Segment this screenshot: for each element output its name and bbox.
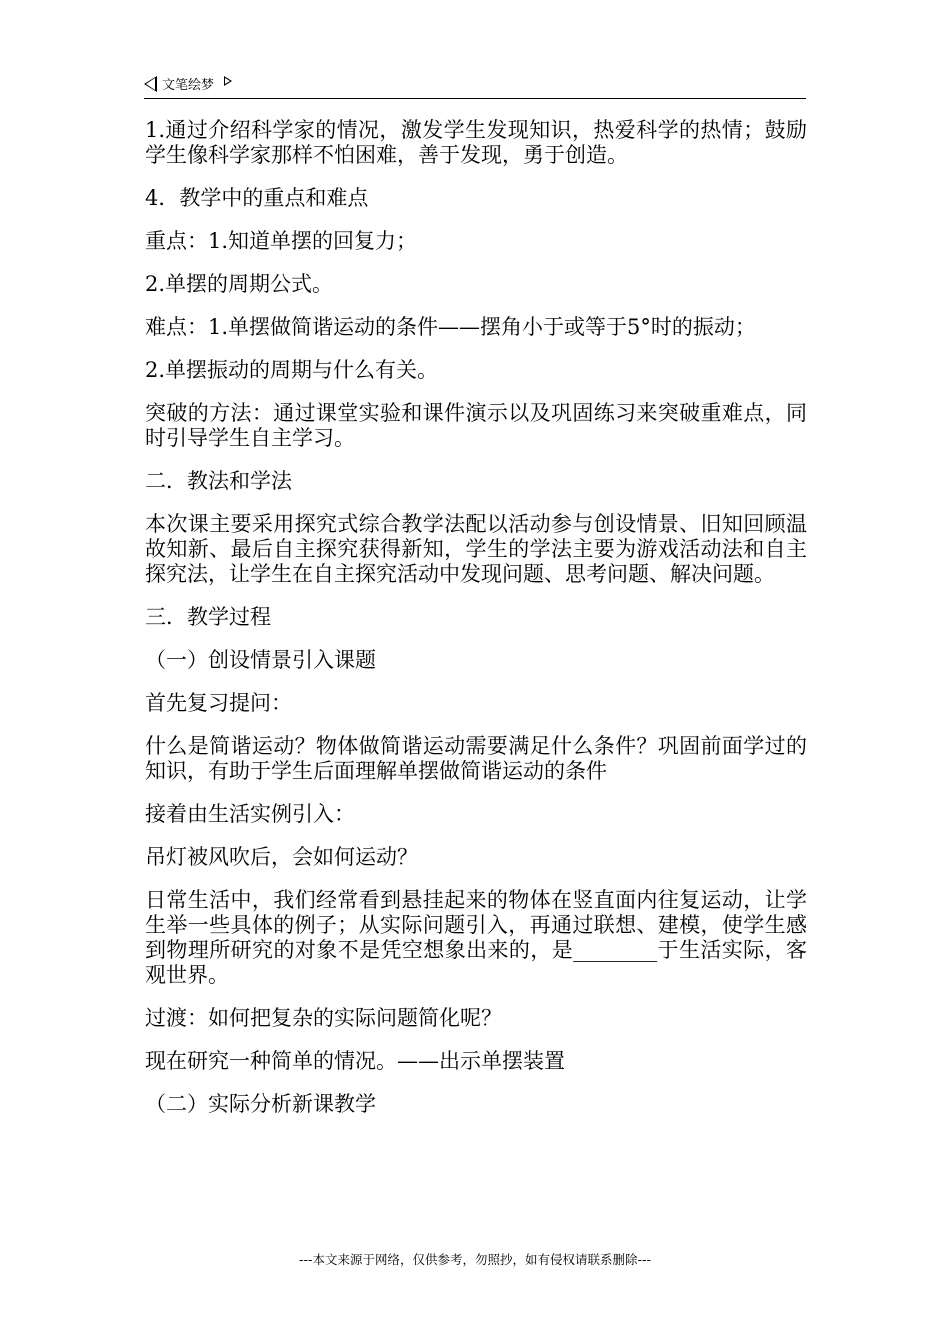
section-heading: 二．教法和学法: [145, 469, 292, 493]
paragraph: 吊灯被风吹后，会如何运动？: [145, 845, 418, 869]
subsection-heading: （二）实际分析新课教学: [145, 1092, 376, 1116]
paragraph: 过渡：如何把复杂的实际问题简化呢？: [145, 1006, 502, 1030]
page-header: [144, 72, 806, 99]
document-body: [145, 118, 807, 1135]
paragraph: 重点：1.知道单摆的回复力；: [145, 229, 418, 253]
left-triangle-icon: [144, 76, 157, 92]
paragraph: 1.通过介绍科学家的情况，激发学生发现知识，热爱科学的热情；鼓励学生像科学家那样不怕困难，善于发现，勇于创造。: [145, 118, 807, 167]
paragraph: 本次课主要采用探究式综合教学法配以活动参与创设情景、旧知回顾温故知新、最后自主探究获得新知，学生的学法主要为游戏活动法和自主探究法，让学生在自主探究活动中发现问题、思考问题、解决问题。: [145, 512, 807, 586]
subsection-heading: （一）创设情景引入课题: [145, 648, 376, 672]
paragraph: 首先复习提问：: [145, 691, 292, 715]
section-heading: 4．教学中的重点和难点: [145, 186, 369, 210]
brand: [144, 74, 232, 93]
right-triangle-icon: [224, 76, 232, 86]
paragraph: 现在研究一种简单的情况。——出示单摆装置: [145, 1049, 565, 1073]
paragraph: 什么是简谐运动？物体做简谐运动需要满足什么条件？巩固前面学过的知识，有助于学生后面理解单摆做简谐运动的条件: [145, 734, 807, 783]
paragraph: 接着由生活实例引入：: [145, 802, 355, 826]
paragraph: 2.单摆振动的周期与什么有关。: [145, 358, 439, 382]
brand-text: 文笔绘梦: [162, 78, 215, 93]
section-heading: 三．教学过程: [145, 605, 271, 629]
paragraph: 难点：1.单摆做简谐运动的条件——摆角小于或等于5°时的振动；: [145, 315, 756, 339]
page-footer: ---本文来源于网络，仅供参考，勿照抄，如有侵权请联系删除---: [298, 1252, 652, 1267]
paragraph: 2.单摆的周期公式。: [145, 272, 334, 296]
paragraph: 突破的方法：通过课堂实验和课件演示以及巩固练习来突破重难点，同时引导学生自主学习。: [145, 401, 807, 450]
paragraph: 日常生活中，我们经常看到悬挂起来的物体在竖直面内往复运动，让学生举一些具体的例子；从实际问题引入，再通过联想、建模，使学生感到物理所研究的对象不是凭空想象出来的，是________于生活实际，客观世界。: [145, 888, 807, 987]
